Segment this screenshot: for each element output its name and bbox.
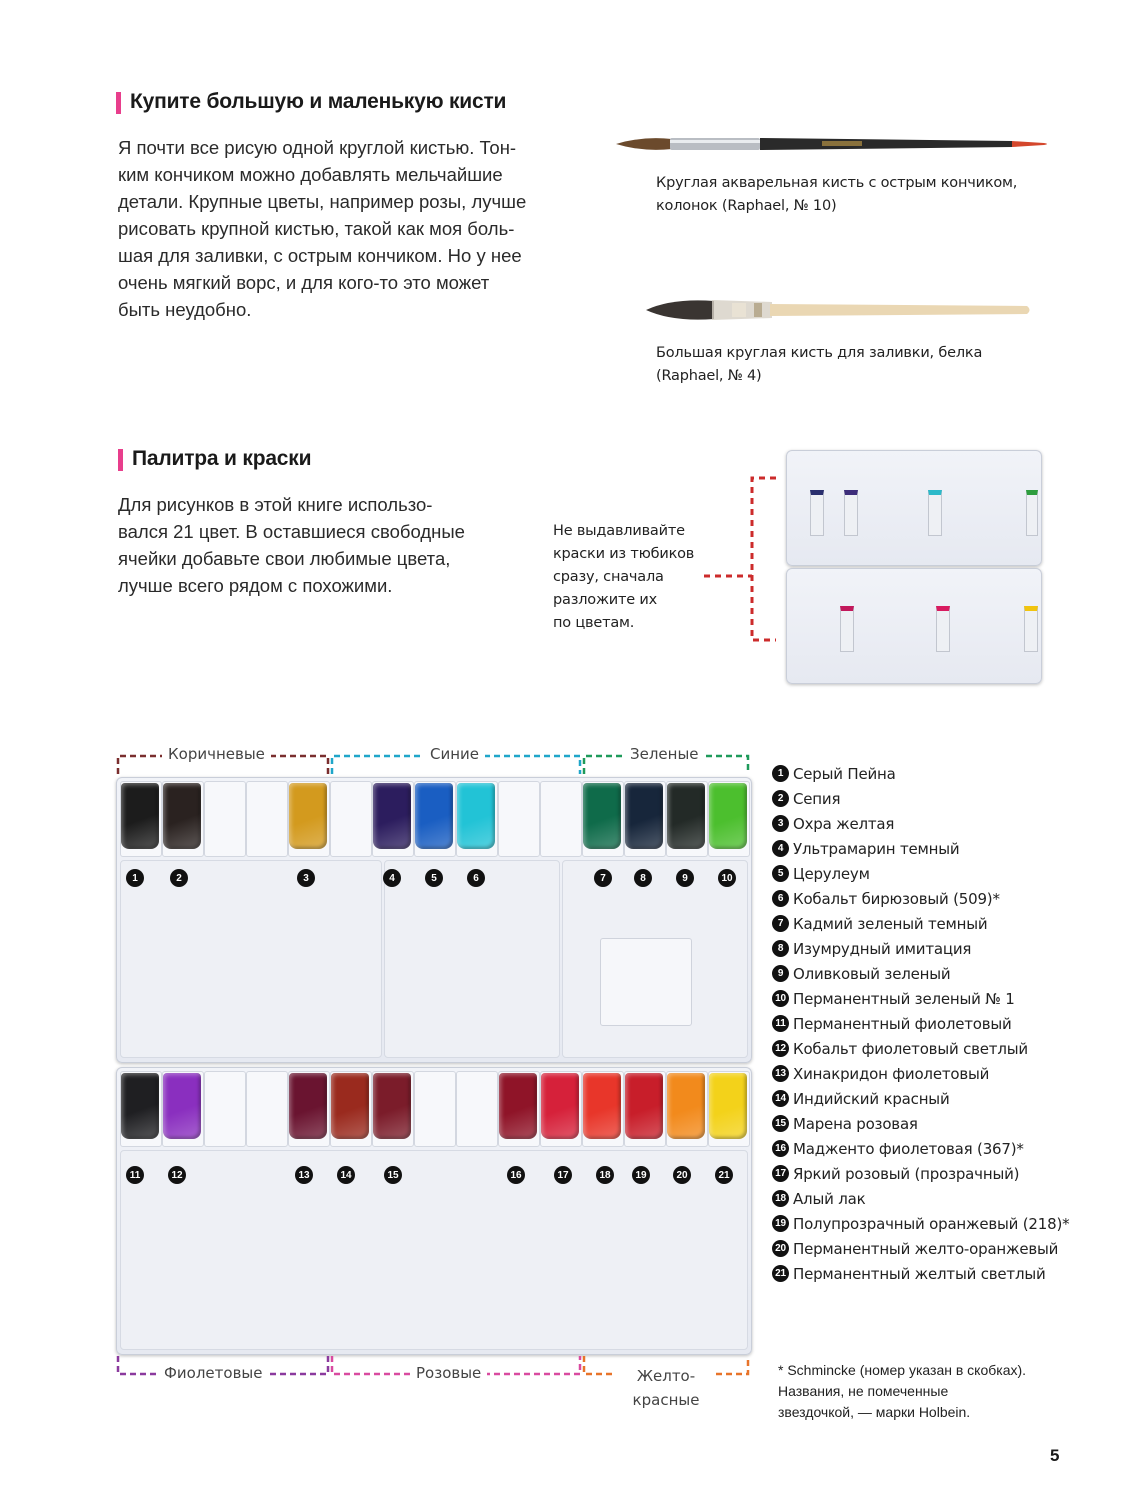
paint-blob: [121, 783, 159, 849]
legend-label: Охра желтая: [793, 814, 895, 833]
brush2-caption: [656, 342, 982, 388]
legend-label: Полупрозрачный оранжевый (218)*: [793, 1214, 1070, 1233]
legend-number-badge: 2: [772, 790, 789, 807]
section-title-text: Палитра и краски: [132, 447, 312, 470]
legend-item: [772, 1261, 1046, 1286]
accent-bar: [116, 92, 121, 114]
paint-blob: [121, 1073, 159, 1139]
group-label-pink: Розовые: [410, 1364, 487, 1382]
legend-item: [772, 836, 959, 861]
paint-blob: [289, 1073, 327, 1139]
legend-item: [772, 1161, 1019, 1186]
paint-blob: [331, 1073, 369, 1139]
legend-number-badge: 4: [772, 840, 789, 857]
paint-blob: [163, 1073, 201, 1139]
paint-blob: [457, 783, 495, 849]
legend-item: [772, 1036, 1028, 1061]
caption-line: (Raphael, № 4): [656, 368, 762, 384]
legend-number-badge: 14: [772, 1090, 789, 1107]
legend-item: [772, 861, 870, 886]
small-palette-image: [786, 450, 1044, 686]
caption-line: Круглая акварельная кисть с острым кончиком,: [656, 175, 1018, 191]
legend-label: Перманентный желто-оранжевый: [793, 1239, 1059, 1258]
paint-blob: [667, 1073, 705, 1139]
legend-item: [772, 1236, 1058, 1261]
footnote-line: Названия, не помеченные: [778, 1383, 949, 1399]
tip-bracket: [700, 470, 790, 646]
palette-number-badge: 14: [337, 1166, 355, 1184]
legend-label: Кадмий зеленый темный: [793, 914, 988, 933]
palette-number-badge: 10: [718, 869, 736, 887]
palette-number-badge: 20: [673, 1166, 691, 1184]
legend-label: Оливковый зеленый: [793, 964, 951, 983]
palette-number-badge: 13: [295, 1166, 313, 1184]
tip-line: краски из тюбиков: [553, 546, 695, 562]
group-label-blue: Синие: [424, 745, 485, 763]
legend-label: Мадженто фиолетовая (367)*: [793, 1139, 1024, 1158]
tip-text: [553, 520, 694, 635]
paint-blob: [499, 1073, 537, 1139]
tube: [840, 606, 854, 652]
footnote-line: * Schmincke (номер указан в скобках).: [778, 1362, 1027, 1378]
legend-item: [772, 986, 1015, 1011]
paint-blob: [709, 1073, 747, 1139]
legend-number-badge: 10: [772, 990, 789, 1007]
legend-label: Алый лак: [793, 1189, 866, 1208]
mixing-well: [120, 860, 382, 1058]
legend-item: [772, 786, 840, 811]
section-title-text: Купите большую и маленькую кисти: [130, 90, 507, 113]
legend-item: [772, 1061, 989, 1086]
legend-number-badge: 11: [772, 1015, 789, 1032]
paint-well: [456, 1071, 498, 1147]
paint-blob: [625, 783, 663, 849]
legend-label: Перманентный зеленый № 1: [793, 989, 1015, 1008]
legend-number-badge: 21: [772, 1265, 789, 1282]
tube: [936, 606, 950, 652]
legend-item: [772, 1211, 1069, 1236]
legend-item: [772, 1011, 1012, 1036]
legend-item: [772, 911, 987, 936]
legend-label: Сепия: [793, 789, 841, 808]
paint-well: [246, 781, 288, 857]
legend-label: Кобальт фиолетовый светлый: [793, 1039, 1028, 1058]
legend-item: [772, 1086, 950, 1111]
paint-well: [204, 1071, 246, 1147]
section-title-palette: [132, 447, 311, 471]
paint-blob: [541, 1073, 579, 1139]
paint-well: [246, 1071, 288, 1147]
palette-number-badge: 4: [383, 869, 401, 887]
legend-item: [772, 811, 894, 836]
legend-label: Перманентный желтый светлый: [793, 1264, 1046, 1283]
paint-blob: [289, 783, 327, 849]
legend-number-badge: 13: [772, 1065, 789, 1082]
paragraph-line: лучше всего рядом с похожими.: [118, 575, 393, 596]
legend-number-badge: 9: [772, 965, 789, 982]
legend-label: Церулеум: [793, 864, 870, 883]
paint-well: [330, 781, 372, 857]
paint-blob: [709, 783, 747, 849]
group-label-green: Зеленые: [624, 745, 705, 763]
legend-number-badge: 19: [772, 1215, 789, 1232]
legend-item: [772, 936, 971, 961]
legend-number-badge: 15: [772, 1115, 789, 1132]
legend-number-badge: 8: [772, 940, 789, 957]
legend-number-badge: 6: [772, 890, 789, 907]
paragraph-line: Для рисунков в этой книге использо-: [118, 494, 433, 515]
legend-number-badge: 20: [772, 1240, 789, 1257]
mixing-well: [384, 860, 560, 1058]
legend-item: [772, 1186, 865, 1211]
tube: [928, 490, 942, 536]
legend-label: Изумрудный имитация: [793, 939, 972, 958]
paragraph-line: шая для заливки, с острым кончиком. Но у нее: [118, 245, 522, 266]
paint-blob: [667, 783, 705, 849]
legend-number-badge: 3: [772, 815, 789, 832]
palette-number-badge: 2: [170, 869, 188, 887]
legend-number-badge: 16: [772, 1140, 789, 1157]
palette-number-badge: 3: [297, 869, 315, 887]
palette-number-badge: 12: [168, 1166, 186, 1184]
group-label-brown: Коричневые: [162, 745, 271, 763]
group-label-yellow-red: [614, 1364, 718, 1412]
paint-blob: [373, 1073, 411, 1139]
palette-number-badge: 11: [126, 1166, 144, 1184]
palette-number-badge: 9: [676, 869, 694, 887]
legend-number-badge: 12: [772, 1040, 789, 1057]
legend-label: Марена розовая: [793, 1114, 918, 1133]
legend-label: Хинакридон фиолетовый: [793, 1064, 990, 1083]
legend-label: Кобальт бирюзовый (509)*: [793, 889, 1000, 908]
paint-blob: [415, 783, 453, 849]
paint-well: [540, 781, 582, 857]
legend-number-badge: 5: [772, 865, 789, 882]
palette-number-badge: 6: [467, 869, 485, 887]
tip-line: сразу, сначала: [553, 569, 664, 585]
legend-number-badge: 17: [772, 1165, 789, 1182]
paint-blob: [625, 1073, 663, 1139]
mixing-well: [120, 1150, 748, 1350]
palette-number-badge: 5: [425, 869, 443, 887]
palette-number-badge: 15: [384, 1166, 402, 1184]
legend-label: Индийский красный: [793, 1089, 950, 1108]
legend-number-badge: 18: [772, 1190, 789, 1207]
page-number: 5: [1050, 1446, 1060, 1465]
paragraph-line: ячейки добавьте свои любимые цвета,: [118, 548, 451, 569]
legend-number-badge: 1: [772, 765, 789, 782]
group-label-violet: Фиолетовые: [158, 1364, 268, 1382]
footnote: [778, 1360, 1026, 1423]
palette-number-badge: 1: [126, 869, 144, 887]
tube: [1024, 606, 1038, 652]
section-title-brushes: [130, 90, 506, 114]
legend-label: Яркий розовый (прозрачный): [793, 1164, 1020, 1183]
clip-tab: [600, 938, 692, 1026]
legend-item: [772, 761, 896, 786]
palette-number-badge: 21: [715, 1166, 733, 1184]
footnote-line: звездочкой, — марки Holbein.: [778, 1404, 971, 1420]
paint-well: [414, 1071, 456, 1147]
brushes-paragraph: [118, 134, 598, 323]
paragraph-line: рисовать крупной кистью, такой как моя боль-: [118, 218, 515, 239]
paragraph-line: очень мягкий ворс, и для кого-то это может: [118, 272, 490, 293]
paint-blob: [583, 1073, 621, 1139]
legend-item: [772, 886, 1000, 911]
group-label-line: красные: [632, 1391, 700, 1409]
legend-label: Серый Пейна: [793, 764, 896, 783]
paragraph-line: ким кончиком можно добавлять мельчайшие: [118, 164, 503, 185]
caption-line: колонок (Raphael, № 10): [656, 198, 837, 214]
tube: [1026, 490, 1038, 536]
round-brush-image: [612, 126, 1052, 162]
tip-line: Не выдавливайте: [553, 523, 685, 539]
tube: [810, 490, 824, 536]
paint-blob: [583, 783, 621, 849]
paragraph-line: детали. Крупные цветы, например розы, лучше: [118, 191, 527, 212]
paragraph-line: Я почти все рисую одной круглой кистью. Тон-: [118, 137, 517, 158]
palette-number-badge: 8: [634, 869, 652, 887]
paint-blob: [373, 783, 411, 849]
caption-line: Большая круглая кисть для заливки, белка: [656, 345, 983, 361]
small-tray-bottom: [786, 568, 1042, 684]
legend-item: [772, 1111, 918, 1136]
legend-label: Ультрамарин темный: [793, 839, 960, 858]
paint-well: [204, 781, 246, 857]
palette-number-badge: 18: [596, 1166, 614, 1184]
small-tray-top: [786, 450, 1042, 566]
paint-blob: [163, 783, 201, 849]
palette-number-badge: 7: [594, 869, 612, 887]
brush1-caption: [656, 172, 1017, 218]
legend-item: [772, 1136, 1024, 1161]
paint-well: [498, 781, 540, 857]
palette-number-badge: 19: [632, 1166, 650, 1184]
paragraph-line: вался 21 цвет. В оставшиеся свободные: [118, 521, 465, 542]
palette-number-badge: 17: [554, 1166, 572, 1184]
legend-label: Перманентный фиолетовый: [793, 1014, 1012, 1033]
group-label-line: Желто-: [636, 1367, 696, 1385]
legend-number-badge: 7: [772, 915, 789, 932]
palette-number-badge: 16: [507, 1166, 525, 1184]
wash-brush-image: [642, 292, 1034, 328]
tube: [844, 490, 858, 536]
legend-item: [772, 961, 950, 986]
palette-paragraph: [118, 491, 538, 599]
accent-bar: [118, 449, 123, 471]
tip-line: разложите их: [553, 592, 658, 608]
tip-line: по цветам.: [553, 615, 635, 631]
paragraph-line: быть неудобно.: [118, 299, 252, 320]
